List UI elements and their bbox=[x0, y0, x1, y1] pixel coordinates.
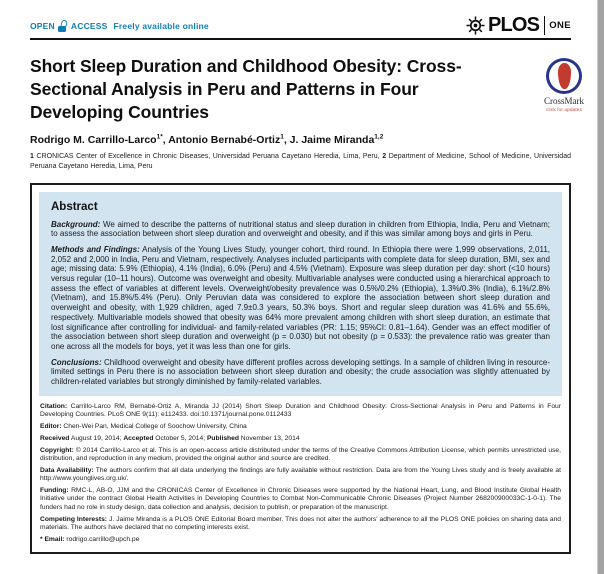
author-name: J. Jaime Miranda bbox=[289, 133, 375, 146]
abstract-panel bbox=[39, 192, 562, 396]
crossmark-flame-icon bbox=[558, 63, 571, 89]
email-label: * Email: bbox=[40, 535, 65, 543]
open-lock-icon bbox=[58, 20, 68, 32]
open-label: OPEN bbox=[30, 21, 55, 31]
lock-body bbox=[58, 26, 66, 33]
citation-entry bbox=[40, 403, 561, 420]
author-separator: , bbox=[283, 133, 290, 146]
received-date: August 19, 2014; bbox=[70, 434, 124, 442]
affiliation-text: Department of Medicine, School of Medicine, Universidad Peruana Cayetano Heredia, Lima, Peru bbox=[30, 152, 571, 170]
funding-label: Funding: bbox=[40, 487, 69, 495]
affiliation-text: CRONICAS Center of Excellence in Chronic Diseases, Universidad Peruana Cayetano Heredia, Lima, Peru, bbox=[33, 152, 383, 160]
title-line: Developing Countries bbox=[30, 102, 209, 122]
header-tagline: Freely available online bbox=[113, 21, 209, 31]
abstract-section-label: Methods and Findings: bbox=[51, 244, 140, 254]
abstract-section-text: Childhood overweight and obesity have different profiles across developing settings. In a sample of children living in resource-limited settings in Peru there is no association between short sleep duration and obesity; the crude association was slightly attenuated by children-related variables but strongly diminished by family-related variables. bbox=[51, 357, 550, 387]
funding-text: RMC-L, AB-O, JJM and the CRONICAS Center of Excellence in Chronic Diseases were supported by the National Heart, Lung, and Blood Institute Global Health Initiative under the contract Global Health Activities in Developing Countries to Combat Non-Communicable Chronic Diseases (Project Number 268200900033C-1-0-1). The funders had no role in study design, data collection and analysis, decision to publish, or preparation of the manuscript. bbox=[40, 487, 561, 511]
affiliation-number: 2 bbox=[382, 152, 387, 160]
access-label: ACCESS bbox=[70, 21, 108, 31]
crossmark-label: CrossMark bbox=[544, 96, 584, 106]
affiliations bbox=[30, 152, 571, 173]
logo-divider bbox=[544, 16, 545, 35]
plos-wordmark: PLOS bbox=[487, 14, 540, 36]
title-line: Sectional Analysis in Peru and Patterns in Four bbox=[30, 79, 419, 99]
author-affiliation-mark: 1* bbox=[156, 133, 163, 140]
author-name: Antonio Bernabé-Ortiz bbox=[168, 133, 281, 146]
competing-interests-entry bbox=[40, 516, 561, 533]
data-availability-entry bbox=[40, 467, 561, 484]
abstract-section-label: Conclusions: bbox=[51, 357, 102, 367]
journal-header bbox=[30, 0, 571, 37]
plos-gear-icon bbox=[466, 16, 485, 35]
copyright-label: Copyright: bbox=[40, 446, 74, 454]
abstract-heading: Abstract bbox=[51, 200, 98, 213]
citation-text: Carrillo-Larco RM, Bernabé-Ortiz A, Miranda JJ (2014) Short Sleep Duration and Childhood Obesity: Cross-Sectional Analysis in Peru and Patterns in Four Developing Countries. PLoS ONE 9(11): e112433. doi:10.1371/journal.pone.0112433 bbox=[40, 402, 561, 419]
author bbox=[168, 134, 289, 146]
published-label: Published bbox=[206, 434, 239, 442]
journal-edition-label: ONE bbox=[549, 20, 571, 31]
article-title bbox=[30, 55, 530, 124]
copyright-text: © 2014 Carrillo-Larco et al. This is an open-access article distributed under the terms of the Creative Commons Attribution License, which permits unrestricted use, distribution, and reproduction in any medium, provided the original author and source are credited. bbox=[40, 446, 561, 463]
author-affiliation-mark: 1,2 bbox=[374, 133, 384, 140]
author-separator: , bbox=[162, 133, 169, 146]
author-name: Rodrigo M. Carrillo-Larco bbox=[30, 133, 157, 146]
copyright-entry bbox=[40, 447, 561, 464]
dates-entry bbox=[40, 435, 561, 443]
published-date: November 13, 2014 bbox=[240, 434, 300, 442]
author-list bbox=[30, 133, 571, 146]
author-affiliation-mark: 1 bbox=[280, 133, 284, 140]
email-address: rodrigo.carrillo@upch.pe bbox=[66, 535, 140, 543]
abstract-section-label: Background: bbox=[51, 219, 101, 229]
crossmark-subtitle: click for updates bbox=[546, 107, 582, 112]
abstract-methods-findings bbox=[51, 245, 550, 352]
abstract-conclusions bbox=[51, 358, 550, 387]
author bbox=[290, 134, 384, 146]
competing-interests-label: Competing Interests: bbox=[40, 515, 108, 523]
header-rule bbox=[30, 38, 571, 40]
page-edge-shadow bbox=[597, 0, 604, 574]
abstract-background bbox=[51, 220, 550, 239]
accepted-label: Accepted bbox=[123, 434, 154, 442]
citation-label: Citation: bbox=[40, 402, 68, 410]
abstract-section-text: We aimed to describe the patterns of nutritional status and sleep duration in children from Ethiopia, India, Peru and Vietnam; to assess the association between short sleep duration and overweight and obesity, and if this was similar among boys and girls in Peru. bbox=[51, 219, 550, 239]
article-metadata bbox=[39, 396, 562, 544]
editor-label: Editor: bbox=[40, 422, 62, 430]
competing-interests-text: J. Jaime Miranda is a PLOS ONE Editorial Board member. This does not alter the authors' adherence to all the PLOS ONE policies on sharing data and materials. The authors have declared that no competing interests exist. bbox=[40, 515, 562, 531]
funding-entry bbox=[40, 487, 561, 512]
crossmark-icon bbox=[546, 58, 582, 94]
article-page bbox=[30, 0, 571, 554]
data-availability-label: Data Availability: bbox=[40, 466, 94, 474]
plos-one-logo bbox=[466, 14, 571, 37]
email-entry bbox=[40, 536, 561, 544]
accepted-date: October 5, 2014; bbox=[155, 434, 207, 442]
affiliation-number: 1 bbox=[30, 152, 34, 160]
editor-entry bbox=[40, 423, 561, 431]
editor-text: Chen-Wei Pan, Medical College of Soochow University, China bbox=[63, 422, 247, 430]
data-availability-text: The authors confirm that all data underlying the findings are fully available without restriction. Data are from the Young Lives study and is freely available at http://www.younglives.org.uk/. bbox=[40, 466, 561, 483]
title-line: Short Sleep Duration and Childhood Obesity: Cross- bbox=[30, 56, 462, 76]
crossmark-badge[interactable] bbox=[531, 58, 597, 112]
author bbox=[30, 134, 168, 146]
open-access-banner bbox=[30, 20, 209, 37]
abstract-section-text: Analysis of the Young Lives Study, younger cohort, third round. In Ethiopia there were 1,999 observations, 2,011, 2,052 and 2,000 in India, Peru and Vietnam, respectively. Analyses included participants with complete data for sleep duration, BMI, sex and age; missing data: 5.9% (Ethiopia), 4.1% (India), 6.0% (Peru) and 4.5% (Vietnam). Exposure was sleep duration per day: short (<10 hours) versus regular (10–11 hours). Outcome was overweight and obesity. Multivariable analyses were conducted using a hierarchical approach to assess the effect of variables at different levels. Overweight/obesity prevalence was 0.5%/0.2% (Ethiopia), 1.3%/0.3% (India), 6.1%/2.8% (Vietnam), and 15.8%/5.4% (Peru). Only Peruvian data was considered to explore the association between short sleep duration and overweight and obesity, with 1,929 children, aged 7.9±0.3 years, 50.3% boys. Short and regular sleep duration was 41.6% and 55.6%, respectively. Multivariable models showed that obesity was 64% more prevalent among children with short sleep duration, an estimate that lost significance after controlling for individual- and family-related variables (PR: 1.15; 95%CI: 0.81–1.64). Gender was an effect modifier of the association between short sleep duration and overweight (p = 0.030) but not obesity (p = 0.533): the prevalence ratio was greater than one across all the models for boys, yet it was less than one for girls. bbox=[51, 244, 551, 351]
article-info-box bbox=[30, 183, 571, 554]
received-label: Received bbox=[40, 434, 70, 442]
